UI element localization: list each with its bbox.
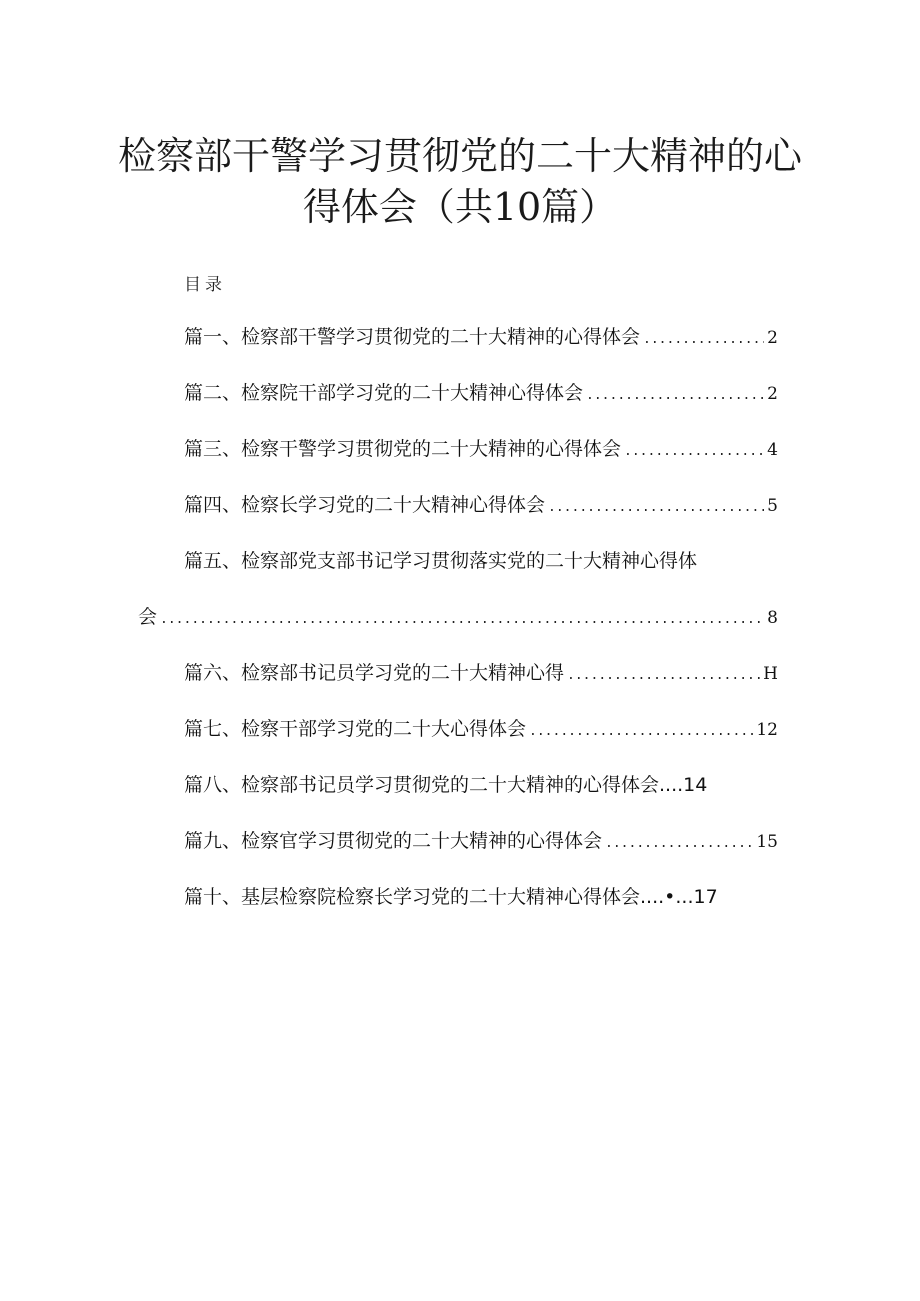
dot-leader (605, 831, 753, 857)
toc-entry-7[interactable] (184, 716, 778, 745)
toc-entry-page: 15 (756, 832, 778, 852)
toc-entry-page: 4 (767, 440, 778, 460)
document-title-line-1: 检察部干警学习贯彻党的二十大精神的心 (117, 134, 802, 178)
toc-entry-title: 篇七、检察干部学习党的二十大心得体会 (184, 718, 527, 740)
toc-entry-5-line-1[interactable] (184, 548, 697, 574)
toc-entry-8[interactable] (184, 772, 707, 798)
toc-entry-page: 5 (767, 496, 778, 516)
toc-entry-5-line-2[interactable] (138, 604, 778, 633)
toc-entry-title: 篇二、检察院干部学习党的二十大精神心得体会 (184, 382, 584, 404)
toc-entry-4[interactable] (184, 492, 778, 521)
document-title-line-2: 得体会（共10篇） (302, 185, 618, 229)
toc-entry-title: 篇三、检察干警学习贯彻党的二十大精神的心得体会 (184, 438, 622, 460)
toc-entry-title: 篇六、检察部书记员学习党的二十大精神心得 (184, 662, 565, 684)
dot-leader (624, 439, 764, 465)
toc-entry-page: 2 (767, 328, 778, 348)
toc-entry-3[interactable] (184, 436, 778, 465)
toc-entry-page: H (763, 664, 778, 684)
toc-entry-title: 篇八、检察部书记员学习贯彻党的二十大精神的心得体会....14 (184, 774, 708, 796)
toc-entry-title: 篇一、检察部干警学习贯彻党的二十大精神的心得体会 (184, 326, 641, 348)
toc-heading: 目录 (184, 275, 226, 295)
dot-leader (160, 607, 764, 633)
dot-leader (643, 327, 764, 353)
dot-leader (529, 719, 753, 745)
toc-entry-page: 2 (767, 384, 778, 404)
toc-entry-2[interactable] (184, 380, 778, 409)
toc-entry-10[interactable] (184, 884, 718, 910)
toc-entry-1[interactable] (184, 324, 778, 353)
dot-leader (586, 383, 764, 409)
toc-entry-title-continued: 会 (138, 606, 158, 628)
dot-leader (548, 495, 764, 521)
toc-entry-title: 篇十、基层检察院检察长学习党的二十大精神心得体会....•...17 (184, 886, 718, 908)
toc-entry-9[interactable] (184, 828, 778, 857)
toc-entry-title: 篇五、检察部党支部书记学习贯彻落实党的二十大精神心得体 (184, 550, 698, 572)
dot-leader (567, 663, 760, 689)
toc-entry-page: 8 (767, 608, 778, 628)
toc-entry-page: 12 (756, 720, 778, 740)
toc-entry-6[interactable] (184, 660, 778, 689)
toc-entry-title: 篇四、检察长学习党的二十大精神心得体会 (184, 494, 546, 516)
toc-entry-title: 篇九、检察官学习贯彻党的二十大精神的心得体会 (184, 830, 603, 852)
